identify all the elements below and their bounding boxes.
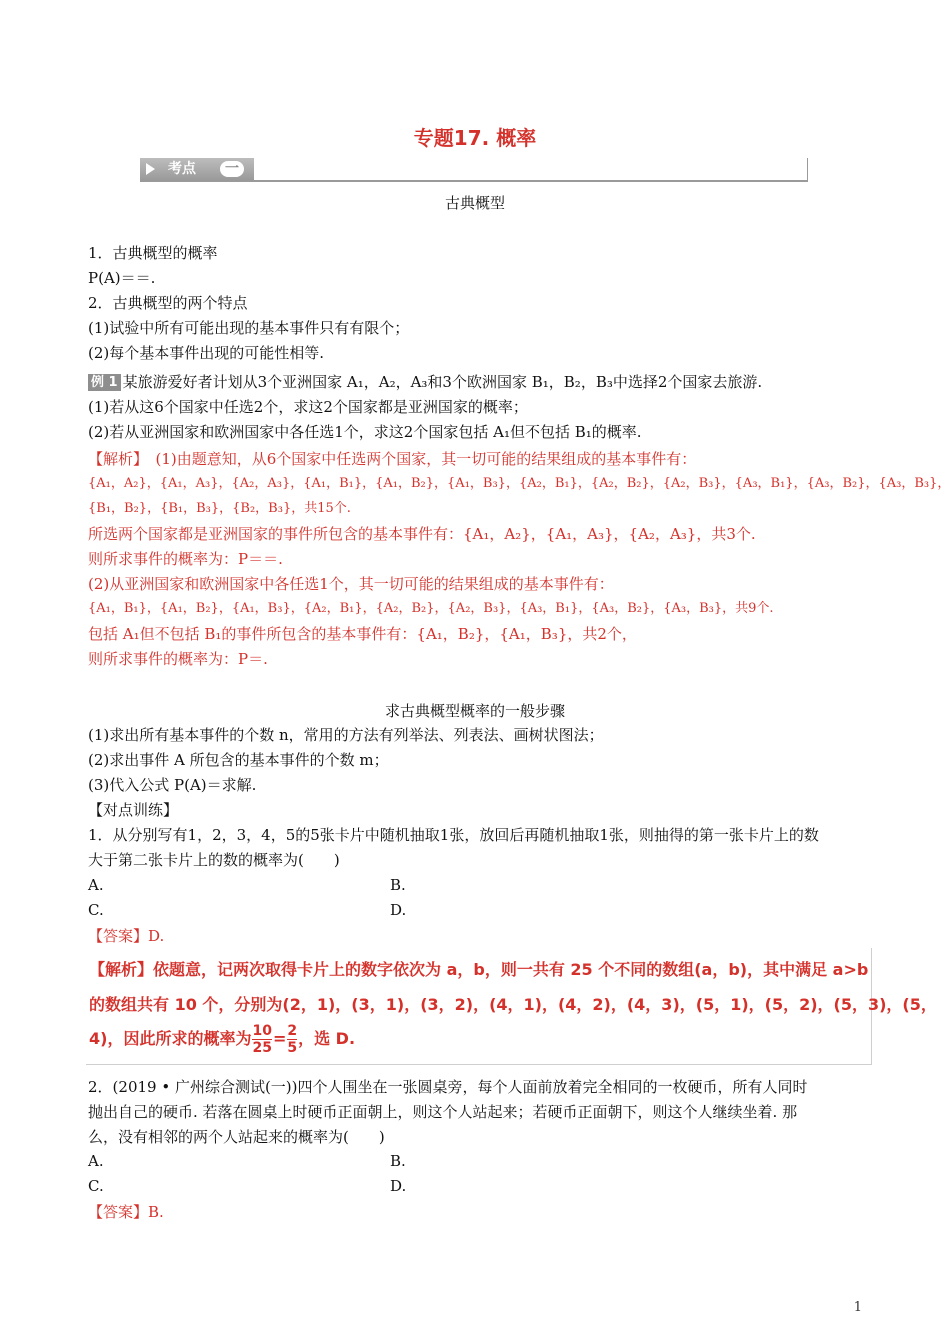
solution-text: ，选 D. bbox=[298, 1029, 356, 1048]
analysis-line: {B₁，B₂}，{B₁，B₃}，{B₂，B₃}，共15个. bbox=[88, 501, 351, 516]
option-a: A. bbox=[88, 876, 104, 894]
analysis-line: 所选两个国家都是亚洲国家的事件所包含的基本事件有：{A₁，A₂}，{A₁，A₃}，{A₂，A₃}，共3个. bbox=[88, 525, 756, 543]
example-question-2: (2)若从亚洲国家和欧洲国家中各任选1个，求这2个国家包括 A₁但不包括 B₁的概率. bbox=[88, 423, 642, 441]
question-2-line: 2．(2019 • 广州综合测试(一))四个人围坐在一张圆桌旁，每个人面前放着完全相同的一枚硬币，所有人同时 bbox=[88, 1078, 808, 1096]
page-title: 专题17. 概率 bbox=[413, 126, 537, 150]
banner-rule bbox=[140, 180, 808, 182]
method-step: (1)求出所有基本事件的个数 n，常用的方法有列举法、列表法、画树状图法； bbox=[88, 726, 604, 744]
kaodian-banner bbox=[140, 158, 808, 182]
option-d: D. bbox=[390, 1177, 407, 1195]
fraction-numerator: 2 bbox=[287, 1023, 298, 1039]
option-c: C. bbox=[88, 1177, 104, 1195]
option-b: B. bbox=[390, 1152, 406, 1170]
question-1-line: 大于第二张卡片上的数的概率为( ) bbox=[88, 851, 340, 869]
option-a: A. bbox=[88, 1152, 104, 1170]
fraction-10-25 bbox=[252, 1023, 271, 1056]
fraction-denominator: 25 bbox=[252, 1040, 272, 1056]
fraction-2-5 bbox=[287, 1023, 297, 1056]
analysis-line: 包括 A₁但不包括 B₁的事件所包含的基本事件有：{A₁，B₂}，{A₁，B₃}，共2个， bbox=[88, 625, 637, 643]
example-stem: 某旅游爱好者计划从3个亚洲国家 A₁，A₂，A₃和3个欧洲国家 B₁，B₂，B₃中选择2个国家去旅游. bbox=[122, 373, 763, 391]
fraction-numerator: 10 bbox=[252, 1023, 272, 1039]
text-line: 1．古典概型的概率 bbox=[88, 244, 218, 262]
analysis-line: 【解析】 (1)由题意知，从6个国家中任选两个国家，其一切可能的结果组成的基本事件有： bbox=[88, 450, 697, 468]
question-2-line: 抛出自己的硬币. 若落在圆桌上时硬币正面朝上，则这个人站起来；若硬币正面朝下，则这个人继续坐着. 那 bbox=[88, 1103, 798, 1121]
analysis-line: {A₁，A₂}，{A₁，A₃}，{A₂，A₃}，{A₁，B₁}，{A₁，B₂}，{A₁，B₃}，{A₂，B₁}，{A₂，B₂}，{A₂，B₃}，{A₃，B₁}，{A₃，B₂}，{A₃，B₃}， bbox=[88, 476, 950, 491]
text-line: (2)每个基本事件出现的可能性相等. bbox=[88, 344, 325, 362]
option-b: B. bbox=[390, 876, 406, 894]
method-step: (3)代入公式 P(A)＝求解. bbox=[88, 776, 257, 794]
option-c: C. bbox=[88, 901, 104, 919]
example-question-1: (1)若从这6个国家中任选2个，求这2个国家都是亚洲国家的概率； bbox=[88, 398, 528, 416]
page-number: 1 bbox=[853, 1300, 862, 1315]
text-line: 2．古典概型的两个特点 bbox=[88, 294, 248, 312]
method-step: (2)求出事件 A 所包含的基本事件的个数 m； bbox=[88, 751, 389, 769]
question-1-line: 1．从分别写有1，2，3，4，5的5张卡片中随机抽取1张，放回后再随机抽取1张，则抽得的第一张卡片上的数 bbox=[88, 826, 819, 844]
solution-text: 4)，因此所求的概率为 bbox=[89, 1029, 252, 1048]
example-badge: 例 1 bbox=[88, 374, 121, 391]
banner-rule-end bbox=[807, 158, 808, 182]
text-line: (1)试验中所有可能出现的基本事件只有有限个； bbox=[88, 319, 410, 337]
analysis-line: 则所求事件的概率为：P＝＝. bbox=[88, 550, 283, 568]
training-header: 【对点训练】 bbox=[88, 801, 179, 819]
solution-line bbox=[89, 1023, 355, 1056]
analysis-line: 则所求事件的概率为：P＝. bbox=[88, 650, 268, 668]
equals-sign: = bbox=[272, 1029, 287, 1048]
option-d: D. bbox=[390, 901, 407, 919]
solution-line: 【解析】依题意，记两次取得卡片上的数字依次为 a，b，则一共有 25 个不同的数组(a，b)，其中满足 a>b bbox=[89, 960, 869, 979]
section-title: 古典概型 bbox=[444, 194, 505, 212]
text-line: P(A)＝＝. bbox=[88, 269, 156, 287]
play-arrow-icon bbox=[146, 163, 155, 175]
kaodian-tag bbox=[140, 158, 254, 180]
analysis-line: {A₁，B₁}，{A₁，B₂}，{A₁，B₃}，{A₂，B₁}，{A₂，B₂}，{A₂，B₃}，{A₃，B₁}，{A₃，B₂}，{A₃，B₃}，共9个. bbox=[88, 601, 774, 616]
question-2-line: 么，没有相邻的两个人站起来的概率为( ) bbox=[88, 1128, 385, 1146]
fraction-denominator: 5 bbox=[287, 1040, 298, 1056]
answer-2: 【答案】B. bbox=[88, 1203, 164, 1221]
method-title: 求古典概型概率的一般步骤 bbox=[384, 702, 565, 720]
kaodian-label: 考点 bbox=[168, 161, 196, 177]
example-stem-line bbox=[88, 372, 762, 392]
answer-1: 【答案】D. bbox=[88, 927, 165, 945]
solution-line: 的数组共有 10 个，分别为(2，1)，(3，1)，(3，2)，(4，1)，(4，2)，(4，3)，(5，1)，(5，2)，(5，3)，(5， bbox=[89, 995, 937, 1014]
analysis-line: (2)从亚洲国家和欧洲国家中各任选1个，其一切可能的结果组成的基本事件有： bbox=[88, 575, 614, 593]
kaodian-number: 一 bbox=[220, 161, 244, 177]
